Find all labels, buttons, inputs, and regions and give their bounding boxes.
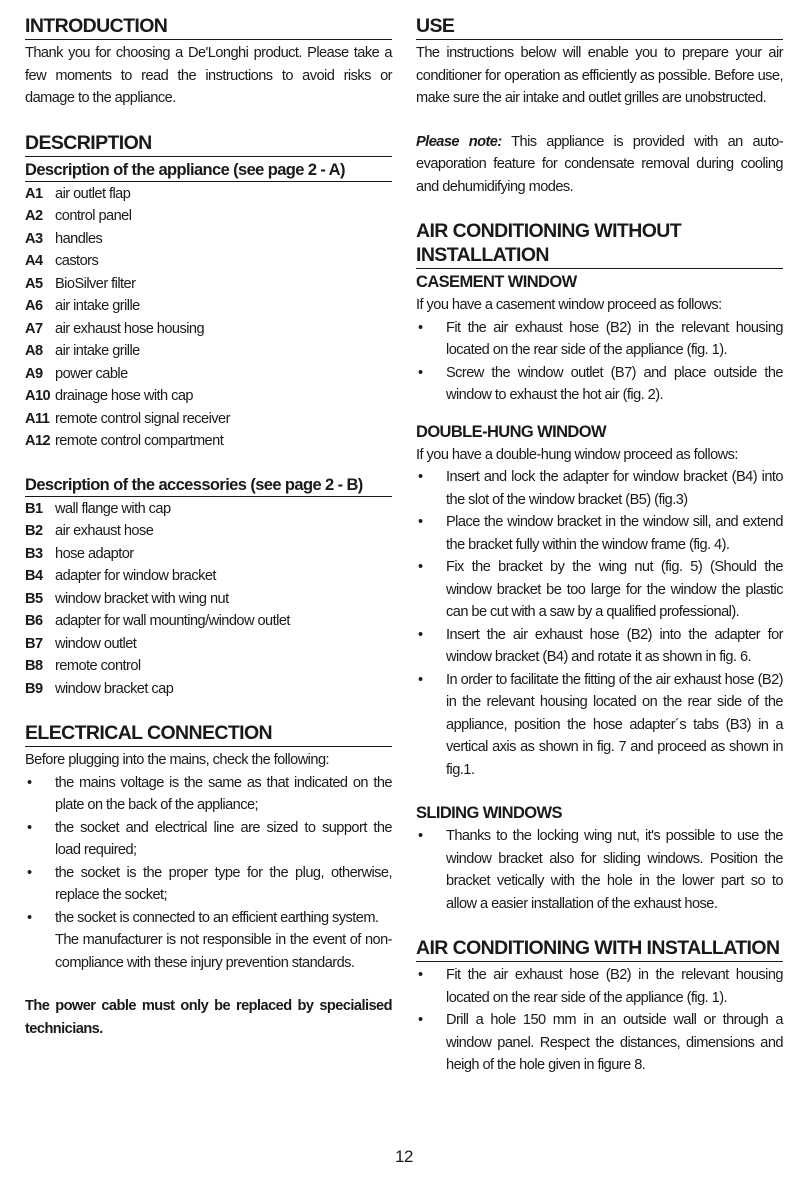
item-label: handles: [55, 230, 103, 247]
electrical-disclaimer: The manufacturer is not responsible in the event of non-compliance with these injury prevention standards.: [55, 932, 392, 971]
item-label: air outlet flap: [55, 185, 131, 202]
bullet: •: [418, 319, 423, 336]
appliance-subheading: Description of the appliance (see page 2 - A): [25, 159, 392, 182]
casement-steps: [416, 317, 783, 407]
list-item: • Drill a hole 150 mm in an outside wall or through a window panel. Respect the distances, dimensions and heigh of the hole given in figure 8.: [416, 1009, 783, 1077]
list-item: [25, 295, 392, 318]
list-item: [25, 340, 392, 363]
list-item: [25, 498, 392, 521]
item-code: A9: [25, 365, 43, 382]
list-item: • Fit the air exhaust hose (B2) in the relevant housing located on the rear side of the appliance (fig. 1).: [416, 964, 783, 1009]
item-code: A3: [25, 230, 43, 247]
item-code: A12: [25, 433, 51, 449]
item-label: air intake grille: [55, 298, 140, 314]
list-item: [25, 250, 392, 273]
list-item: [25, 183, 392, 206]
note-label: Please note:: [416, 133, 502, 150]
item-label: control panel: [55, 208, 132, 224]
item-code: B7: [25, 635, 43, 652]
list-item: [25, 430, 392, 453]
bullet: •: [27, 819, 32, 836]
list-item: [25, 633, 392, 656]
item-label: power cable: [55, 365, 128, 382]
list-item: [25, 205, 392, 228]
bullet: •: [418, 514, 423, 530]
introduction-text: Thank you for choosing a De'Longhi product. Please take a few moments to read the instructions to avoid risks or damage to the appliance.: [25, 45, 392, 106]
item-code: B4: [25, 568, 43, 584]
list-item: • the socket and electrical line are sized to support the load required;: [25, 817, 392, 862]
list-item: [25, 228, 392, 251]
item-code: A10: [25, 388, 51, 404]
list-item: • the socket is the proper type for the plug, otherwise, replace the socket;: [25, 862, 392, 907]
bullet: •: [27, 864, 32, 881]
item-label: air intake grille: [55, 343, 140, 359]
item-label: window bracket with wing nut: [55, 590, 229, 607]
item-label: hose adaptor: [55, 545, 134, 562]
list-item: • Insert and lock the adapter for window bracket (B4) into the slot of the window bracket (B5) (fig.3): [416, 466, 783, 511]
list-item: [25, 543, 392, 566]
item-code: A2: [25, 208, 43, 224]
bullet: •: [418, 364, 423, 381]
item-label: adapter for window bracket: [55, 568, 216, 584]
bullet: •: [27, 909, 32, 926]
item-label: adapter for wall mounting/window outlet: [55, 613, 290, 629]
item-code: B9: [25, 680, 43, 697]
list-item: [25, 363, 392, 386]
list-item: • Insert the air exhaust hose (B2) into the adapter for window bracket (B4) and rotate it as shown in fig. 6.: [416, 624, 783, 669]
bullet: •: [418, 626, 423, 643]
list-item: • Fit the air exhaust hose (B2) in the relevant housing located on the rear side of the appliance (fig. 1).: [416, 317, 783, 362]
list-item: • In order to facilitate the fitting of the air exhaust hose (B2) in the relevant housing located on the rear side of the appliance, position the hose adapter´s tabs (B3) in a vertical axis as shown in fig. 7 and proceed as shown in fig.1.: [416, 669, 783, 782]
bullet: •: [418, 828, 423, 844]
item-label: castors: [55, 253, 99, 269]
item-label: BioSilver filter: [55, 275, 136, 292]
bullet: •: [418, 671, 423, 688]
list-item: [25, 318, 392, 341]
list-item: • Fix the bracket by the wing nut (fig. 5) (Should the window bracket be too large for the window the plastic can be cut with a saw by a qualified professional).: [416, 556, 783, 624]
note-text: This appliance is provided with an auto-evaporation feature for condensate removal during cooling and dehumidifying modes.: [416, 133, 784, 195]
item-label: air exhaust hose housing: [55, 320, 205, 337]
list-item: [25, 385, 392, 408]
bullet: •: [418, 469, 423, 485]
introduction-heading: INTRODUCTION: [25, 14, 392, 40]
list-item: • the socket is connected to an efficient earthing system.: [25, 907, 392, 930]
item-code: A4: [25, 253, 43, 269]
sliding-steps: [416, 825, 783, 915]
item-code: A8: [25, 343, 43, 359]
item-code: A7: [25, 320, 43, 337]
item-code: B2: [25, 523, 43, 539]
bullet: •: [418, 559, 423, 575]
item-code: A5: [25, 275, 43, 292]
note-paragraph: [416, 131, 783, 199]
casement-intro: If you have a casement window proceed as follows:: [416, 297, 722, 313]
item-code: B6: [25, 613, 43, 629]
electrical-checklist: [25, 772, 392, 975]
item-label: remote control: [55, 658, 141, 674]
page-number: 12: [395, 1147, 413, 1166]
item-label: remote control signal receiver: [55, 410, 230, 427]
accessories-subheading: Description of the accessories (see page 2 - B): [25, 474, 392, 497]
appliance-list: [25, 183, 392, 453]
left-column: [25, 14, 392, 1040]
list-item: [25, 408, 392, 431]
item-label: remote control compartment: [55, 433, 224, 449]
list-item: [25, 565, 392, 588]
list-item: • Screw the window outlet (B7) and place outside the window to exhaust the hot air (fig. 2).: [416, 362, 783, 407]
list-item: [25, 678, 392, 701]
bullet: •: [27, 774, 32, 791]
item-label: drainage hose with cap: [55, 388, 193, 404]
list-item: • Thanks to the locking wing nut, it's possible to use the window bracket also for sliding windows. Position the bracket vetically with the hole in the lower part so to allow a easier installation of the exhaust hose.: [416, 825, 783, 915]
item-code: A6: [25, 298, 43, 314]
list-item: [25, 520, 392, 543]
item-code: B8: [25, 658, 43, 674]
double-hung-steps: [416, 466, 783, 781]
list-item: • the mains voltage is the same as that indicated on the plate on the back of the appliance;: [25, 772, 392, 817]
without-installation-heading: AIR CONDITIONING WITHOUT INSTALLATION: [416, 219, 783, 269]
item-code: B5: [25, 590, 43, 607]
list-item: • Place the window bracket in the window sill, and extend the bracket fully within the window frame (fig. 4).: [416, 511, 783, 556]
use-text: The instructions below will enable you to prepare your air conditioner for operation as efficiently as possible. Before use, make sure the air intake and outlet grilles are unobstructed.: [416, 45, 783, 106]
item-label: window outlet: [55, 635, 137, 652]
item-label: wall flange with cap: [55, 500, 171, 517]
electrical-heading: ELECTRICAL CONNECTION: [25, 721, 392, 747]
power-cable-warning: The power cable must only be replaced by specialised technicians.: [25, 998, 392, 1037]
item-code: B3: [25, 545, 43, 562]
with-installation-steps: [416, 964, 783, 1077]
right-column: [416, 14, 783, 1077]
list-item: [25, 929, 392, 974]
list-item: [25, 588, 392, 611]
item-label: air exhaust hose: [55, 523, 154, 539]
item-code: A11: [25, 410, 50, 427]
double-hung-intro: If you have a double-hung window proceed as follows:: [416, 446, 738, 463]
accessories-list: [25, 498, 392, 701]
item-code: B1: [25, 500, 43, 517]
casement-heading: CASEMENT WINDOW: [416, 273, 577, 291]
list-item: [25, 273, 392, 296]
description-heading: DESCRIPTION: [25, 131, 392, 157]
use-heading: USE: [416, 14, 783, 40]
electrical-intro: Before plugging into the mains, check the following:: [25, 752, 330, 768]
double-hung-heading: DOUBLE-HUNG WINDOW: [416, 422, 606, 441]
item-code: A1: [25, 185, 43, 202]
with-installation-heading: AIR CONDITIONING WITH INSTALLATION: [416, 936, 783, 962]
item-label: window bracket cap: [55, 680, 174, 697]
list-item: [25, 655, 392, 678]
bullet: •: [418, 1012, 423, 1028]
sliding-heading: SLIDING WINDOWS: [416, 804, 562, 822]
bullet: •: [418, 967, 423, 983]
list-item: [25, 610, 392, 633]
